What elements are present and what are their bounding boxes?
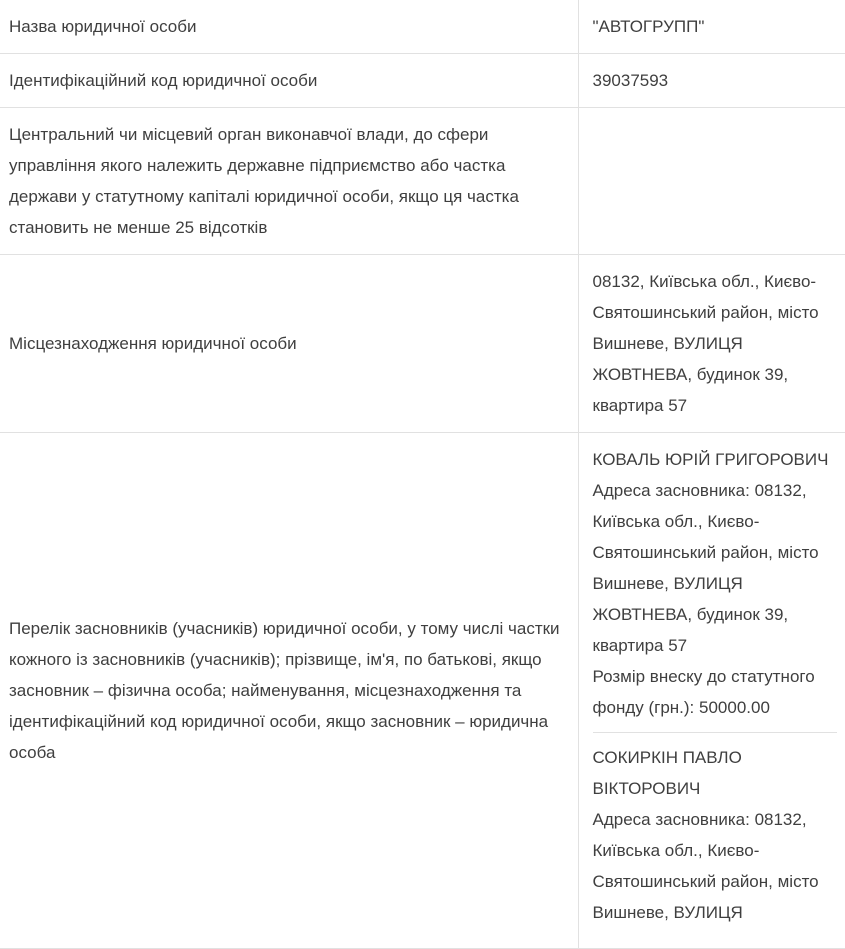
entity-code-value: 39037593: [578, 54, 845, 108]
entity-code-label: Ідентифікаційний код юридичної особи: [0, 54, 578, 108]
entity-location-value: 08132, Київська обл., Києво-Святошинський район, місто Вишневе, ВУЛИЦЯ ЖОВТНЕВА, будинок 39, квартира 57: [578, 255, 845, 433]
row-entity-name: [0, 0, 845, 54]
row-founders: [0, 433, 845, 949]
row-governing-authority: [0, 108, 845, 255]
founders-label: Перелік засновників (учасників) юридичної особи, у тому числі частки кожного із засновників (учасників); прізвище, ім'я, по батькові, якщо засновник – фізична особа; найменування, місцезнаходження та ідентифікаційний код юридичної особи, якщо засновник – юридична особа: [0, 433, 578, 949]
founder-address: Адреса засновника: 08132, Київська обл., Києво-Святошинський район, місто Вишневе, ВУЛИЦЯ: [592, 810, 819, 922]
founder-address: Адреса засновника: 08132, Київська обл., Києво-Святошинський район, місто Вишневе, ВУЛИЦЯ ЖОВТНЕВА, будинок 39, квартира 57: [592, 481, 819, 655]
founder-name: СОКИРКІН ПАВЛО ВІКТОРОВИЧ: [592, 748, 742, 798]
founder-name: КОВАЛЬ ЮРІЙ ГРИГОРОВИЧ: [592, 450, 829, 469]
founder-entry: [593, 732, 838, 937]
row-entity-location: [0, 255, 845, 433]
entity-name-value: "АВТОГРУПП": [578, 0, 845, 54]
founder-contribution: Розмір внеску до статутного фонду (грн.): 50000.00: [592, 667, 815, 717]
governing-authority-label: Центральний чи місцевий орган виконавчої влади, до сфери управління якого належить державне підприємство або частка держави у статутному капіталі юридичної особи, якщо ця частка становить не менше 25 відсотків: [0, 108, 578, 255]
row-entity-code: [0, 54, 845, 108]
founder-entry: [593, 444, 838, 732]
entity-name-label: Назва юридичної особи: [0, 0, 578, 54]
founders-value: [578, 433, 845, 949]
entity-location-label: Місцезнаходження юридичної особи: [0, 255, 578, 433]
governing-authority-value: [578, 108, 845, 255]
